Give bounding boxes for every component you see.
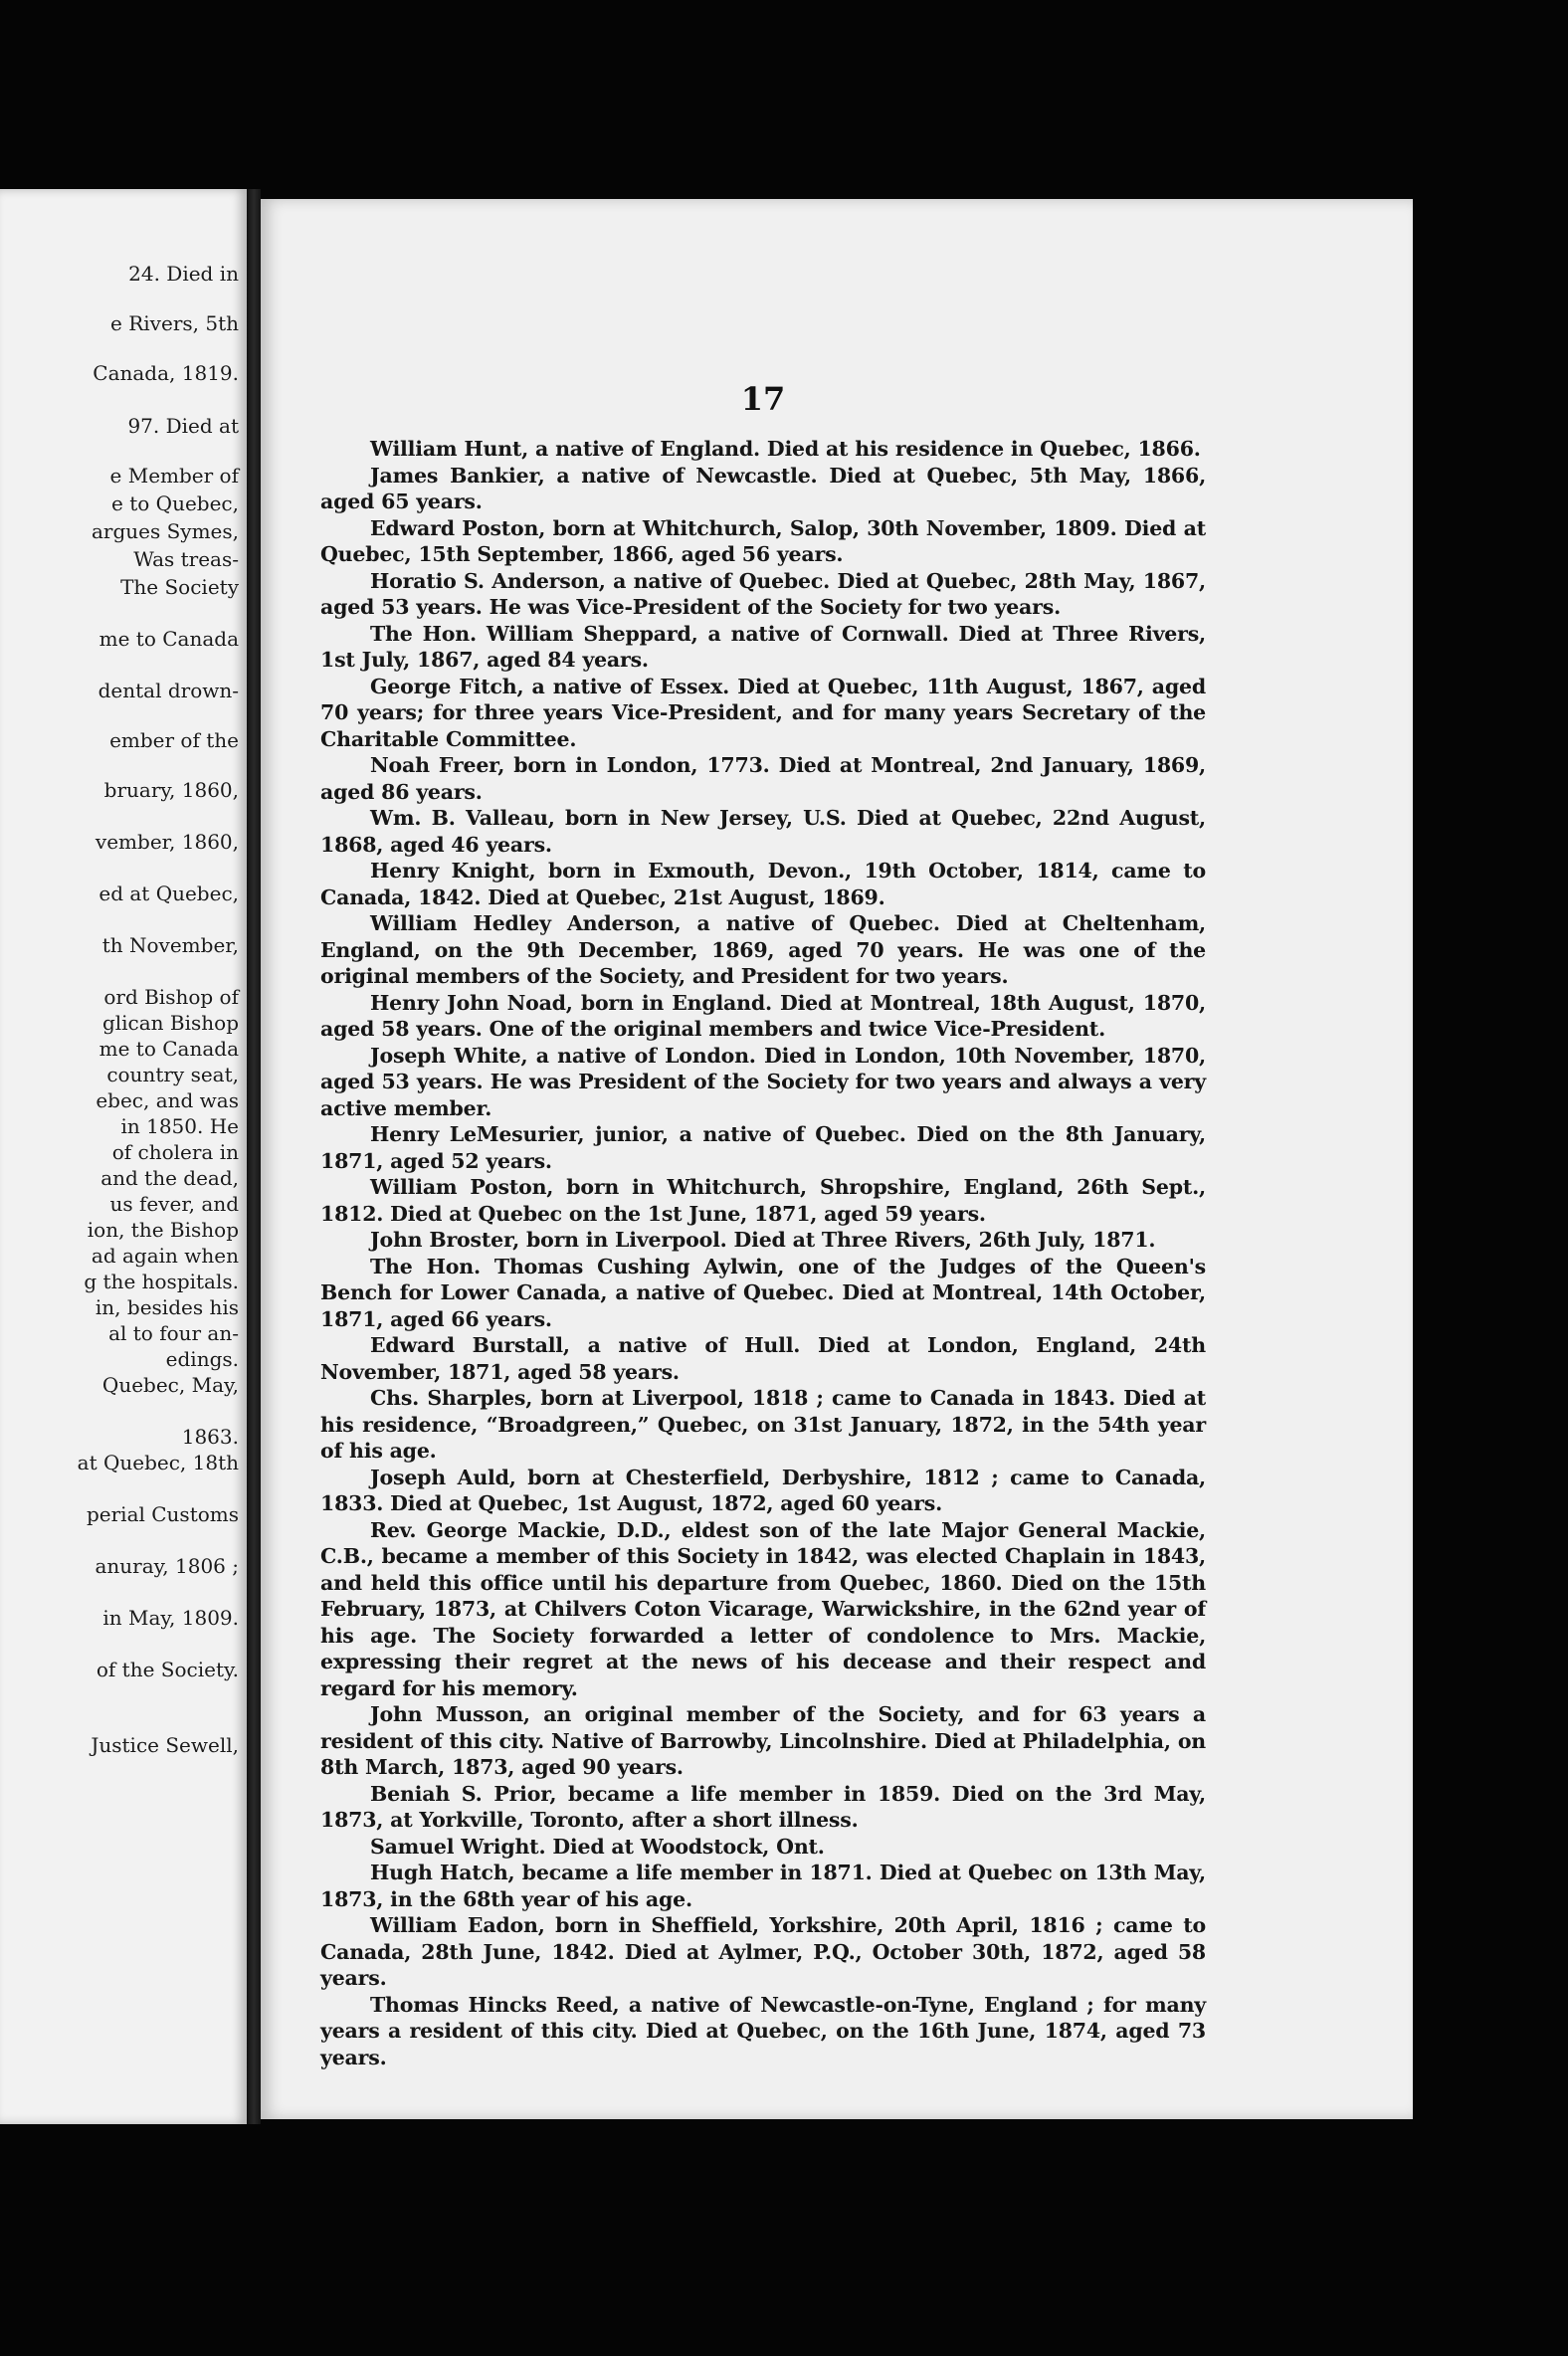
left-page-line: edings.	[165, 1347, 239, 1371]
left-page-line: The Society	[120, 575, 239, 599]
obituary-entry: William Hunt, a native of England. Died at his residence in Quebec, 1866.	[370, 437, 1201, 461]
left-page-line: 97. Died at	[127, 414, 239, 438]
obituary-entry: Joseph White, a native of London. Died in London, 10th November, 1870, aged 53 years. He was President of the Society for two years and always a very active member.	[320, 1043, 1206, 1120]
obituary-entry: Joseph Auld, born at Chesterfield, Derbyshire, 1812 ; came to Canada, 1833. Died at Quebec, 1st August, 1872, aged 60 years.	[320, 1465, 1206, 1515]
obituary-entry: Rev. George Mackie, D.D., eldest son of the late Major General Mackie, C.B., became a member of this Society in 1842, was elected Chaplain in 1843, and held this office until his departure from Quebec, 1860. Died on the 15th February, 1873, at Chilvers Coton Vicarage, Warwickshire, in the 62nd year of his age. The Society forwarded a letter of condolence to Mrs. Mackie, expressing their regret at the news of his decease and their respect and regard for his memory.	[320, 1517, 1206, 1700]
left-page-line: Quebec, May,	[101, 1373, 239, 1397]
obituary-entry: Edward Burstall, a native of Hull. Died at London, England, 24th November, 1871, aged 58 years.	[320, 1333, 1206, 1384]
left-page-line: Was treas-	[133, 547, 239, 571]
book-gutter	[247, 189, 261, 2124]
left-page-line: ebec, and was	[96, 1088, 239, 1112]
obituary-entry: George Fitch, a native of Essex. Died at Quebec, 11th August, 1867, aged 70 years; for three years Vice-President, and for many years Secretary of the Charitable Committee.	[320, 674, 1206, 751]
left-page-line: country seat,	[106, 1063, 239, 1086]
obituary-entry: Henry Knight, born in Exmouth, Devon., 19th October, 1814, came to Canada, 1842. Died at Quebec, 21st August, 1869.	[320, 859, 1206, 909]
left-page-line: ed at Quebec,	[98, 882, 239, 905]
obituary-entry: Beniah S. Prior, became a life member in 1859. Died on the 3rd May, 1873, at Yorkville, Toronto, after a short illness.	[320, 1781, 1206, 1832]
obituary-entry: Wm. B. Valleau, born in New Jersey, U.S. Died at Quebec, 22nd August, 1868, aged 46 years.	[320, 806, 1206, 857]
left-page-line: 1863.	[181, 1425, 239, 1449]
left-page-line: of the Society.	[96, 1658, 239, 1681]
left-page-line: Canada, 1819.	[93, 361, 239, 385]
obituary-entry: William Eadon, born in Sheffield, Yorkshire, 20th April, 1816 ; came to Canada, 28th June, 1842. Died at Aylmer, P.Q., October 30th, 1872, aged 58 years.	[320, 1913, 1206, 1990]
obituary-entry: William Poston, born in Whitchurch, Shropshire, England, 26th Sept., 1812. Died at Quebec on the 1st June, 1871, aged 59 years.	[320, 1175, 1206, 1226]
left-page-line: vember, 1860,	[95, 830, 239, 854]
right-page	[261, 199, 1413, 2119]
left-page-line: me to Canada	[98, 627, 239, 651]
obituary-entry: Noah Freer, born in London, 1773. Died at Montreal, 2nd January, 1869, aged 86 years.	[320, 753, 1206, 804]
left-page-line: e to Quebec,	[111, 491, 239, 515]
left-page-line: Justice Sewell,	[91, 1733, 239, 1757]
obituary-entry: Thomas Hincks Reed, a native of Newcastle-on-Tyne, England ; for many years a resident of this city. Died at Quebec, on the 16th June, 1874, aged 73 years.	[320, 1992, 1206, 2069]
obituary-entry: Henry LeMesurier, junior, a native of Quebec. Died on the 8th January, 1871, aged 52 years.	[320, 1122, 1206, 1173]
obituary-entry: William Hedley Anderson, a native of Quebec. Died at Cheltenham, England, on the 9th December, 1869, aged 70 years. He was one of the original members of the Society, and President for two years.	[320, 911, 1206, 988]
obituary-entry: Henry John Noad, born in England. Died at Montreal, 18th August, 1870, aged 58 years. One of the original members and twice Vice-President.	[320, 990, 1206, 1041]
left-page-line: th November,	[101, 933, 239, 957]
obituary-entry: Samuel Wright. Died at Woodstock, Ont.	[370, 1834, 825, 1859]
left-page-line: e Member of	[109, 464, 239, 488]
left-page-line: and the dead,	[100, 1166, 239, 1190]
obituary-entry: Chs. Sharples, born at Liverpool, 1818 ; came to Canada in 1843. Died at his residence, “Broadgreen,” Quebec, on 31st January, 1872, in the 54th year of his age.	[320, 1386, 1206, 1463]
obituary-entry: John Broster, born in Liverpool. Died at Three Rivers, 26th July, 1871.	[370, 1228, 1156, 1252]
left-page-line: us fever, and	[109, 1192, 239, 1216]
left-page-fragment	[0, 189, 247, 2124]
left-page-line: perial Customs	[86, 1502, 239, 1526]
obituary-entry: John Musson, an original member of the Society, and for 63 years a resident of this city. Native of Barrowby, Lincolnshire. Died at Philadelphia, on 8th March, 1873, aged 90 years.	[320, 1702, 1206, 1779]
left-page-line: g the hospitals.	[84, 1270, 239, 1293]
left-page-line: of cholera in	[111, 1140, 239, 1164]
left-page-line: anuray, 1806 ;	[95, 1554, 239, 1578]
obituary-entry: Horatio S. Anderson, a native of Quebec. Died at Quebec, 28th May, 1867, aged 53 years. He was Vice-President of the Society for two years.	[320, 568, 1206, 619]
obituary-entry: Edward Poston, born at Whitchurch, Salop, 30th November, 1809. Died at Quebec, 15th September, 1866, aged 56 years.	[320, 515, 1206, 566]
obituary-entry: Hugh Hatch, became a life member in 1871. Died at Quebec on 13th May, 1873, in the 68th year of his age.	[320, 1861, 1206, 1911]
left-page-line: ion, the Bishop	[87, 1218, 239, 1242]
left-page-line: al to four an-	[108, 1321, 239, 1345]
left-page-line: bruary, 1860,	[103, 778, 239, 802]
left-page-line: glican Bishop	[101, 1011, 239, 1035]
obituary-entry: The Hon. Thomas Cushing Aylwin, one of the Judges of the Queen's Bench for Lower Canada, a native of Quebec. Died at Montreal, 14th October, 1871, aged 66 years.	[320, 1254, 1206, 1331]
left-page-line: 24. Died in	[128, 262, 239, 286]
left-page-line: dental drown-	[98, 679, 239, 702]
left-page-line: ad again when	[91, 1244, 239, 1268]
left-page-line: in May, 1809.	[102, 1606, 239, 1630]
left-page-line: me to Canada	[98, 1037, 239, 1061]
page-number: 17	[740, 380, 786, 418]
left-page-line: ember of the	[109, 728, 239, 752]
left-page-line: at Quebec, 18th	[77, 1451, 239, 1474]
left-page-line: e Rivers, 5th	[110, 311, 239, 335]
left-page-line: argues Symes,	[91, 519, 239, 543]
obituary-entry: The Hon. William Sheppard, a native of Cornwall. Died at Three Rivers, 1st July, 1867, aged 84 years.	[320, 621, 1206, 672]
left-page-line: in 1850. He	[120, 1114, 239, 1138]
obituary-entry: James Bankier, a native of Newcastle. Died at Quebec, 5th May, 1866, aged 65 years.	[320, 463, 1206, 513]
left-page-line: ord Bishop of	[103, 985, 239, 1009]
obituary-list	[320, 436, 1206, 2070]
left-page-line: in, besides his	[95, 1295, 239, 1319]
